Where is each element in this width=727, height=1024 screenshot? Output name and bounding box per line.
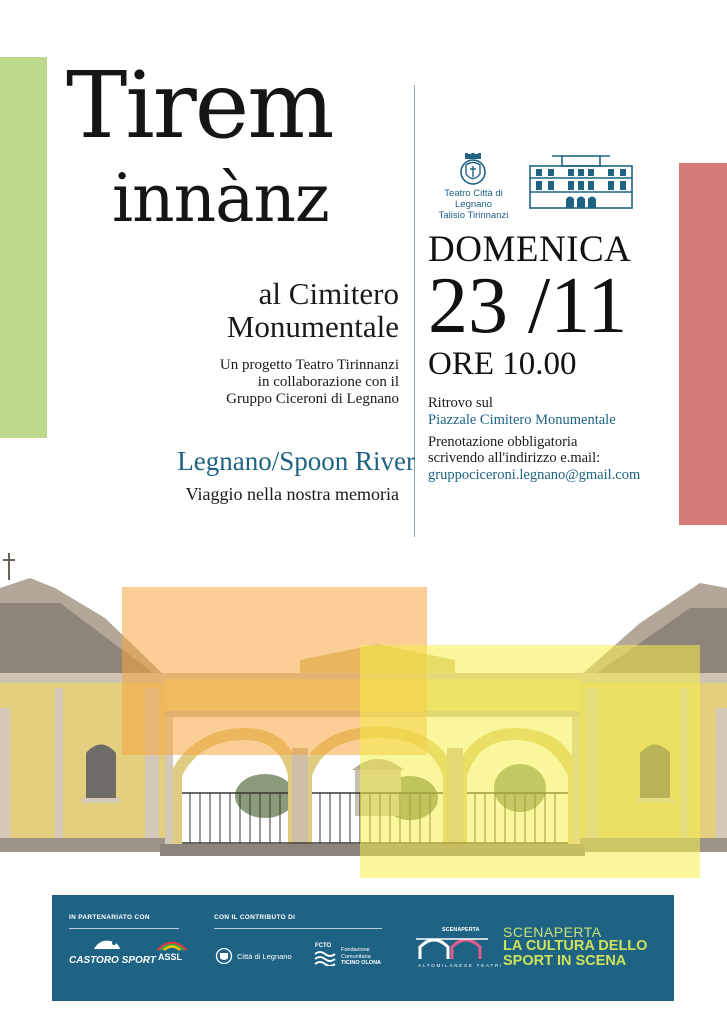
contrib-heading: CON IL CONTRIBUTO DI [214, 914, 296, 921]
yellow-overlay-block [360, 645, 700, 878]
booking-line-1: Prenotazione obbligatoria [428, 434, 578, 450]
event-date: 23 /11 [428, 262, 628, 350]
scenaperta-arch-icon [416, 933, 488, 961]
journey-tagline: Viaggio nella nostra memoria [185, 484, 399, 504]
partner-divider [69, 928, 179, 929]
booking-email[interactable]: gruppociceroni.legnano@gmail.com [428, 467, 641, 483]
city-crest-icon [456, 153, 490, 187]
castoro-beaver-icon [92, 935, 122, 955]
meeting-label: Ritrovo sul [428, 395, 493, 411]
castoro-logo: CASTORO SPORT [69, 955, 156, 966]
fcto-line-3: TICINO OLONA [341, 960, 382, 966]
partner-heading: IN PARTENARIATO CON [69, 914, 150, 921]
subtitle [227, 277, 399, 343]
assl-logo: ASSL [158, 952, 183, 962]
theatre-building-icon [528, 150, 634, 210]
title-line-1: Tirem [66, 52, 333, 159]
fcto-label: FCTO [315, 943, 332, 949]
theatre-name-sub: Talisio Tirinnanzi [438, 210, 509, 221]
theatre-name [425, 188, 522, 221]
scenaperta-mark-label: SCENAPERTA [442, 927, 480, 933]
fcto-wave-icon [314, 950, 336, 966]
subtitle-line-1: al Cimitero [258, 276, 399, 311]
scenaperta-mark-sub: ALTOMILANESE TEATRI [418, 963, 504, 968]
booking-line-2: scrivendo all'indirizzo e.mail: [428, 450, 601, 466]
green-accent-bar [0, 57, 47, 438]
fcto-logo [341, 947, 381, 967]
red-accent-bar [679, 163, 727, 525]
scenaperta-title: SCENAPERTA [503, 924, 602, 940]
sponsor-footer [52, 895, 674, 1001]
subtitle-line-2: Monumentale [226, 309, 399, 344]
cemetery-gate-image [0, 548, 727, 878]
scenaperta-slogan: LA CULTURA DELLO SPORT IN SCENA [503, 938, 648, 969]
event-day: DOMENICA [428, 229, 632, 270]
fcto-line-2: Comunitaria [341, 953, 371, 960]
title-line-2: innànz [112, 160, 329, 237]
spoon-river-heading: Legnano/Spoon River [177, 446, 415, 476]
theatre-name-main: Teatro Città di Legnano [444, 188, 503, 210]
citta-logo: Città di Legnano [237, 952, 292, 961]
meeting-place: Piazzale Cimitero Monumentale [428, 412, 616, 428]
project-description: Un progetto Teatro Tirinnanzi in collaborazione con il Gruppo Ciceroni di Legnano [219, 357, 399, 407]
assl-swoosh-icon [156, 938, 188, 952]
citta-crest-icon [215, 947, 233, 965]
event-time: ORE 10.00 [428, 346, 577, 382]
contrib-divider [214, 928, 382, 929]
fcto-line-1: Fondazione [341, 947, 370, 953]
